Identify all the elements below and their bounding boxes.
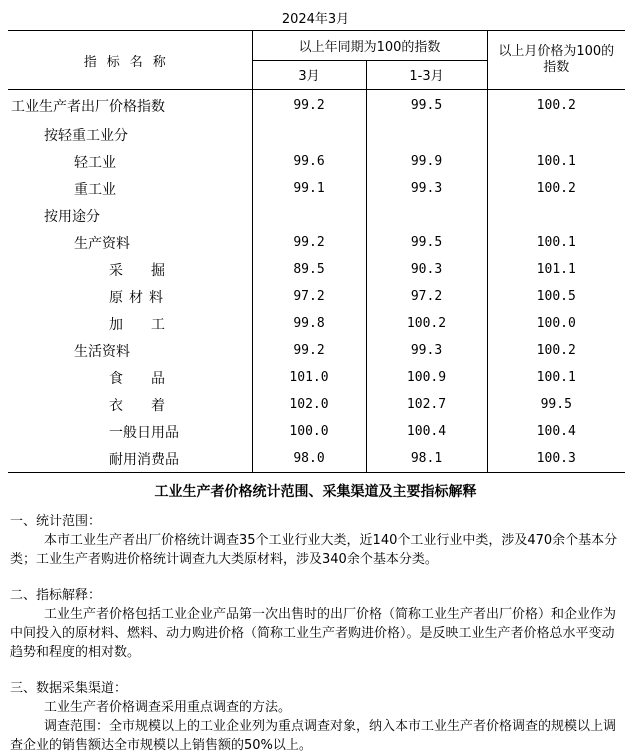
cell-mom: 100.1 [536,235,576,250]
cell-mom: 100.2 [536,98,576,113]
cell-march: 98.0 [252,445,366,473]
header-ytd: 1-3月 [366,60,487,90]
cell-mom: 100.0 [536,316,576,331]
header-yoy-group: 以上年同期为100的指数 [252,31,487,61]
cell-ytd: 100.4 [366,418,487,445]
row-label: 按轻重工业分 [8,121,252,148]
row-label: 食品 [8,364,252,391]
section3-text2: 调查范围：全市规模以上的工业企业列为重点调查对象，纳入本市工业生产者价格调查的规模以上调查企业的销售额达全市规模以上销售额的50%以上。 [10,719,617,753]
cell-ytd: 100.2 [366,310,487,337]
row-label: 轻工业 [8,148,252,175]
report-date: 2024年3月 [281,12,350,27]
section3-heading: 三、数据采集渠道： [10,681,128,696]
cell-mom: 100.2 [536,181,576,196]
cell-march: 99.2 [252,229,366,256]
cell-ytd: 90.3 [366,256,487,283]
cell-ytd: 97.2 [366,283,487,310]
cell-mom: 100.2 [536,343,576,358]
cell-march [252,121,366,148]
cell-march: 99.2 [252,90,366,122]
cell-ytd: 99.3 [366,175,487,202]
table-row [8,229,625,256]
section3-text1: 工业生产者价格调查采用重点调查的方法。 [44,700,292,715]
notes-section [10,512,622,755]
row-label: 重工业 [8,175,252,202]
cell-march: 99.1 [252,175,366,202]
row-label: 加工 [8,310,252,337]
cell-march: 100.0 [252,418,366,445]
table-row [8,418,625,445]
cell-mom: 100.3 [487,445,625,473]
cell-mom: 100.4 [536,424,576,439]
cell-ytd: 102.7 [366,391,487,418]
cell-ytd [366,202,487,229]
cell-ytd [366,121,487,148]
table-row [8,391,625,418]
section2-text: 工业生产者价格包括工业企业产品第一次出售时的出厂价格（简称工业生产者出厂价格）和企业作为中间投入的原材料、燃料、动力购进价格（简称工业生产者购进价格）。是反映工业生产者价格总水平变动趋势和程度的相对数。 [10,607,617,660]
header-march: 3月 [252,60,366,90]
table-row [8,256,625,283]
row-label: 衣着 [8,391,252,418]
cell-mom [487,121,625,148]
row-label: 采掘 [8,256,252,283]
header-indicator-name: 指标名称 [8,31,252,90]
cell-mom: 100.5 [536,289,576,304]
table-row [8,121,625,148]
cell-mom: 100.1 [536,154,576,169]
table-row [8,90,625,122]
row-label: 一般日用品 [8,418,252,445]
table-row [8,148,625,175]
section2-heading: 二、指标解释： [10,588,102,603]
row-label: 耐用消费品 [8,445,252,473]
row-label: 工业生产者出厂价格指数 [8,90,252,122]
cell-march: 101.0 [252,364,366,391]
cell-ytd: 100.9 [366,364,487,391]
cell-mom: 100.1 [536,370,576,385]
section1-heading: 一、统计范围： [10,514,102,529]
cell-ytd: 99.5 [366,90,487,122]
row-label: 生活资料 [8,337,252,364]
table-row [8,283,625,310]
cell-ytd: 99.3 [366,337,487,364]
cell-march: 102.0 [252,391,366,418]
cell-march: 99.6 [252,148,366,175]
notes-title: 工业生产者价格统计范围、采集渠道及主要指标解释 [154,484,477,500]
cell-mom: 101.1 [536,262,576,277]
row-label: 按用途分 [8,202,252,229]
table-row [8,310,625,337]
row-label: 原材料 [8,283,252,310]
price-index-table [8,30,625,473]
cell-march: 97.2 [252,283,366,310]
table-row [8,175,625,202]
cell-mom [487,202,625,229]
cell-ytd: 99.5 [366,229,487,256]
cell-march [252,202,366,229]
cell-march: 99.2 [252,337,366,364]
cell-march: 89.5 [252,256,366,283]
row-label: 生产资料 [8,229,252,256]
cell-mom: 99.5 [540,397,572,412]
table-row [8,202,625,229]
cell-ytd: 98.1 [366,445,487,473]
header-mom: 以上月价格为100的指数 [487,31,625,90]
cell-march: 99.8 [252,310,366,337]
table-row [8,364,625,391]
section1-text: 本市工业生产者出厂价格统计调查35个工业行业大类，近140个工业行业中类，涉及470余个基本分类；工业生产者购进价格统计调查九大类原材料，涉及340余个基本分类。 [10,533,618,567]
table-row [8,445,625,473]
cell-ytd: 99.9 [366,148,487,175]
table-row [8,337,625,364]
